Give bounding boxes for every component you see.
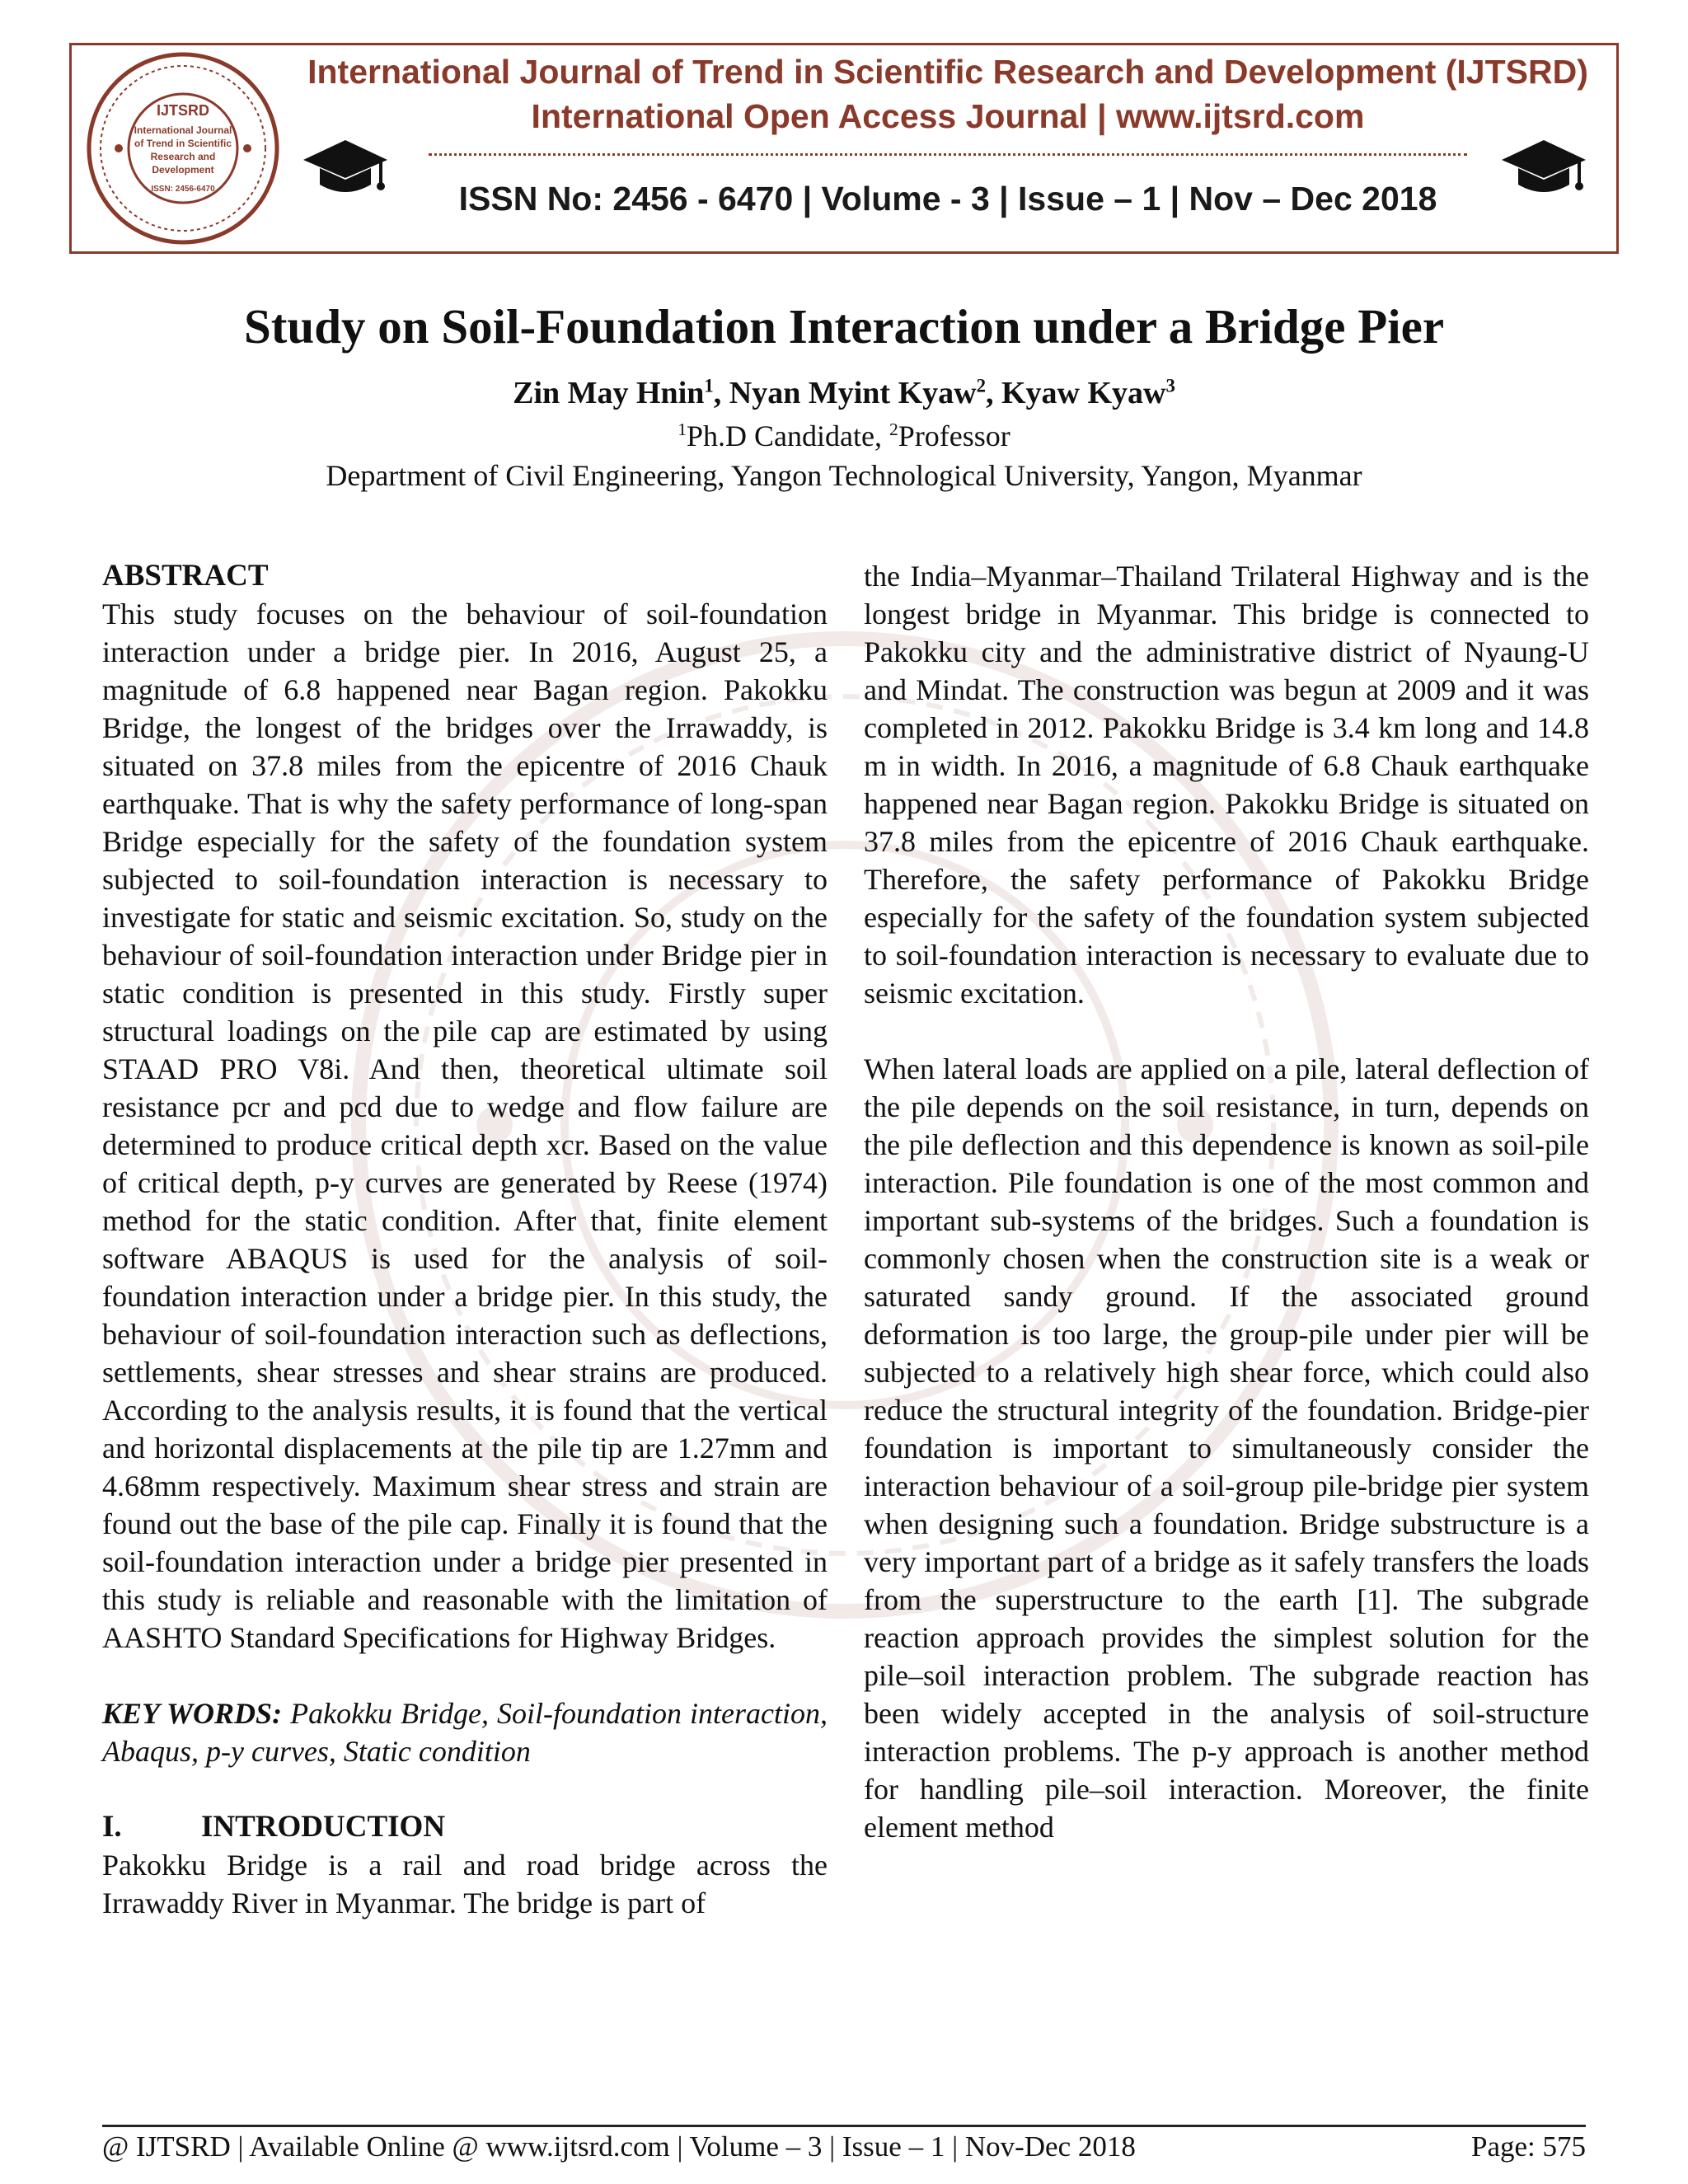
left-column xyxy=(102,557,828,1922)
footer-rule xyxy=(102,2125,1586,2127)
author-mark: 1 xyxy=(704,375,714,396)
page-number: Page: 575 xyxy=(1470,2130,1586,2163)
role-label: Professor xyxy=(898,419,1010,452)
abstract-heading: ABSTRACT xyxy=(102,559,269,593)
seal-line-3: Research and xyxy=(150,151,216,162)
footer-citation: @ IJTSRD | Available Online @ www.ijtsrd.com | Volume – 3 | Issue – 1 | Nov-Dec 2018 xyxy=(102,2130,1136,2163)
seal-line-2: of Trend in Scientific xyxy=(134,138,232,149)
role-label: Ph.D Candidate xyxy=(687,419,874,452)
journal-title: International Journal of Trend in Scientific Research and Development (IJTSRD) xyxy=(307,53,1588,91)
journal-subtitle: International Open Access Journal | www.ijtsrd.com xyxy=(531,97,1365,135)
ijtsrd-seal-logo xyxy=(86,51,280,246)
author-list: Zin May Hnin$^1$, Nyan Myint Kyaw$^2$, Kyaw Kyaw$^3$ xyxy=(513,375,1175,410)
author-name: Zin May Hnin xyxy=(513,376,705,410)
author-mark: 2 xyxy=(976,375,986,396)
abstract-text: This study focuses on the behaviour of soil-foundation interaction under a bridge pier. In 2016, August 25, a magnitude of 6.8 happened near Bagan region. Pakokku Bridge, the longest of the bridges over the Irrawaddy, is situated on 37.8 miles from the epicentre of 2016 Chauk earthquake. That is why the safety performance of long-span Bridge especially for the safety of the foundation system subjected to soil-foundation interaction is necessary to investigate for static and seismic excitation. So, study on the behaviour of soil-foundation interaction under Bridge pier in static condition is presented in this study. Firstly super structural loadings on the pile cap are estimated by using STAAD PRO V8i. And then, theoretical ultimate soil resistance pcr and pcd due to wedge and flow failure are determined to produce critical depth xcr. Based on the value of critical depth, p-y curves are generated by Reese (1974) method for the static condition. After that, finite element software ABAQUS is used for the analysis of soil-foundation interaction under a bridge pier. In this study, the behaviour of soil-foundation interaction such as deflections, settlements, shear stresses and shear strains are produced. According to the analysis results, it is found that the vertical and horizontal displacements at the pile tip are 1.27mm and 4.68mm respectively. Maximum shear stress and strain are found out the base of the pile cap. Finally it is found that the soil-foundation interaction under a bridge pier presented in this study is reliable and reasonable with the limitation of AASHTO Standard Specifications for Highway Bridges. xyxy=(102,598,828,1654)
author-mark: 3 xyxy=(1165,375,1175,396)
introduction-paragraph: the India–Myanmar–Thailand Trilateral Highway and is the longest bridge in Myanmar. This bridge is connected to Pakokku city and the administrative district of Nyaung-U and Mindat. The construction was begun at 2009 and it was completed in 2012. Pakokku Bridge is 3.4 km long and 14.8 m in width. In 2016, a magnitude of 6.8 Chauk earthquake happened near Bagan region. Pakokku Bridge is situated on 37.8 miles from the epicentre of 2016 Chauk earthquake. Therefore, the safety performance of Pakokku Bridge especially for the safety of the foundation system subjected to soil-foundation interaction is necessary to evaluate due to seismic excitation. xyxy=(864,560,1589,1010)
role-mark: 2 xyxy=(889,419,898,439)
section-title: INTRODUCTION xyxy=(201,1810,446,1844)
affiliation: Department of Civil Engineering, Yangon Technological University, Yangon, Myanmar xyxy=(326,459,1362,492)
keywords-label: KEY WORDS: xyxy=(102,1697,283,1730)
introduction-heading xyxy=(102,1808,828,1846)
issn-line: ISSN No: 2456 - 6470 | Volume - 3 | Issue – 1 | Nov – Dec 2018 xyxy=(458,180,1437,218)
author-name: Kyaw Kyaw xyxy=(1001,376,1166,410)
author-roles: $^1$Ph.D Candidate, $^2$Professor xyxy=(678,419,1010,452)
keywords xyxy=(102,1694,828,1770)
right-column xyxy=(864,557,1589,1846)
section-number: I. xyxy=(102,1810,122,1844)
seal-line-5: ISSN: 2456-6470 xyxy=(151,185,215,194)
role-mark: 1 xyxy=(678,419,687,439)
seal-line-1: International Journal xyxy=(134,124,232,136)
seal-line-0: IJTSRD xyxy=(156,102,210,119)
introduction-text: Pakokku Bridge is a rail and road bridge across the Irrawaddy River in Myanmar. The bridge is part of xyxy=(102,1849,828,1919)
author-name: Nyan Myint Kyaw xyxy=(729,376,977,410)
introduction-paragraph: When lateral loads are applied on a pile, lateral deflection of the pile depends on the soil resistance, in turn, depends on the pile deflection and this dependence is known as soil-pile interaction. Pile foundation is one of the most common and important sub-systems of the bridges. Such a foundation is commonly chosen when the construction site is a weak or saturated sandy ground. If the associated ground deformation is too large, the group-pile under pier will be subjected to a relatively high shear force, which could also reduce the structural integrity of the foundation. Bridge-pier foundation is important to simultaneously consider the interaction behaviour of a soil-group pile-bridge pier system when designing such a foundation. Bridge substructure is a very important part of a bridge as it safely transfers the loads from the superstructure to the earth [1]. The subgrade reaction approach provides the simplest solution for the pile–soil interaction problem. The subgrade reaction has been widely accepted in the analysis of soil-structure interaction problems. The p-y approach is another method for handling pile–soil interaction. Moreover, the finite element method xyxy=(864,1052,1589,1844)
paper-title: Study on Soil-Foundation Interaction under a Bridge Pier xyxy=(243,299,1445,354)
masthead-divider xyxy=(429,153,1467,156)
keywords-text: Pakokku Bridge, Soil-foundation interaction, Abaqus, p-y curves, Static condition xyxy=(102,1697,828,1768)
seal-line-4: Development xyxy=(152,164,214,176)
